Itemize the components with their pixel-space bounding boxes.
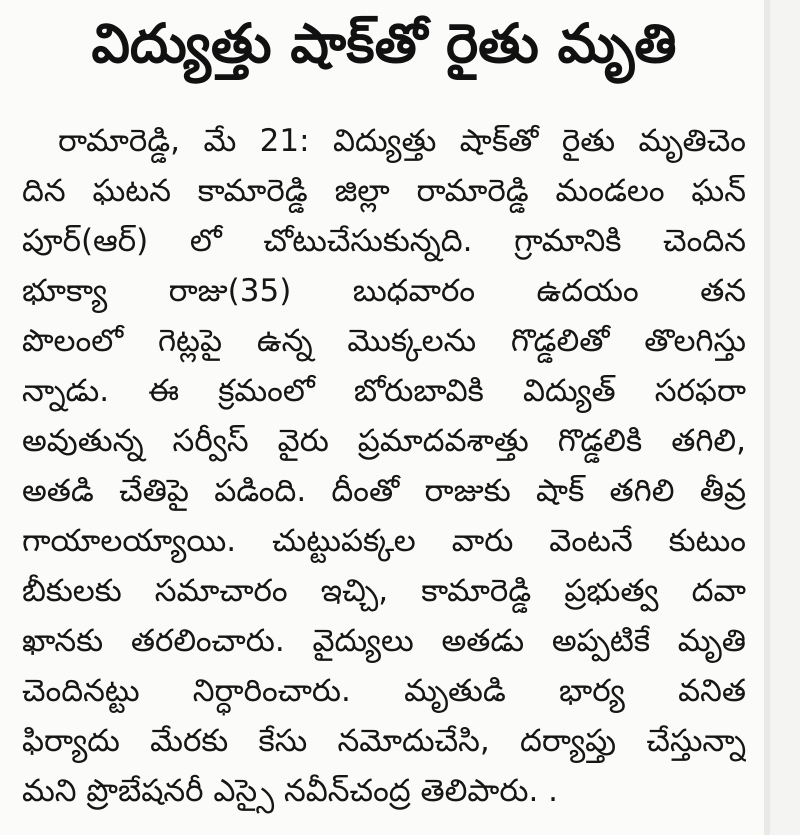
article-line-3: పూర్(ఆర్) లో చోటుచేసుకున్నది. గ్రామానికి చెందిన (22, 223, 746, 259)
article-line-12: చెందినట్టు నిర్ధారించారు. మృతుడి భార్య వనిత (22, 673, 746, 709)
article-line-8: అతడి చేతిపై పడింది. దీంతో రాజుకు షాక్ తగిలి తీవ్ర (22, 473, 746, 509)
article-line-6: న్నాడు. ఈ క్రమంలో బోరుబావికి విద్యుత్ సరఫరా (22, 373, 746, 409)
article-line-1: రామారెడ్డి, మే 21: విద్యుత్తు షాక్‌తో రైతు మృతిచెం (58, 123, 746, 159)
article-line-4: భూక్యా రాజు(35) బుధవారం ఉదయం తన (22, 273, 746, 309)
article-line-7: అవుతున్న సర్వీస్ వైరు ప్రమాదవశాత్తు గొడ్డలికి తగిలి, (22, 423, 746, 459)
article-headline: విద్యుత్తు షాక్‌తో రైతు మృతి (91, 12, 677, 75)
article-line-13: ఫిర్యాదు మేరకు కేసు నమోదుచేసి, దర్యాప్తు చేస్తున్నా (22, 723, 746, 759)
article-line-14: మని ప్రొబేషనరీ ఎస్సై నవీన్‌చంద్ర తెలిపారు. . (22, 773, 559, 809)
article-body (22, 88, 746, 816)
article-line-10: బీకులకు సమాచారం ఇచ్చి, కామారెడ్డి ప్రభుత్వ దవా (22, 573, 746, 609)
article-line-2: దిన ఘటన కామారెడ్డి జిల్లా రామారెడ్డి మండలం ఘన్ (22, 173, 746, 209)
article-line-11: ఖానకు తరలించారు. వైద్యులు అతడు అప్పటికే మృతి (22, 623, 746, 659)
article-line-5: పొలంలో గెట్లపై ఉన్న మొక్కలను గొడ్డలితో తొలగిస్తు (22, 323, 746, 359)
article-line-9: గాయాలయ్యాయి. చుట్టుపక్కల వారు వెంటనే కుటుం (22, 523, 746, 559)
